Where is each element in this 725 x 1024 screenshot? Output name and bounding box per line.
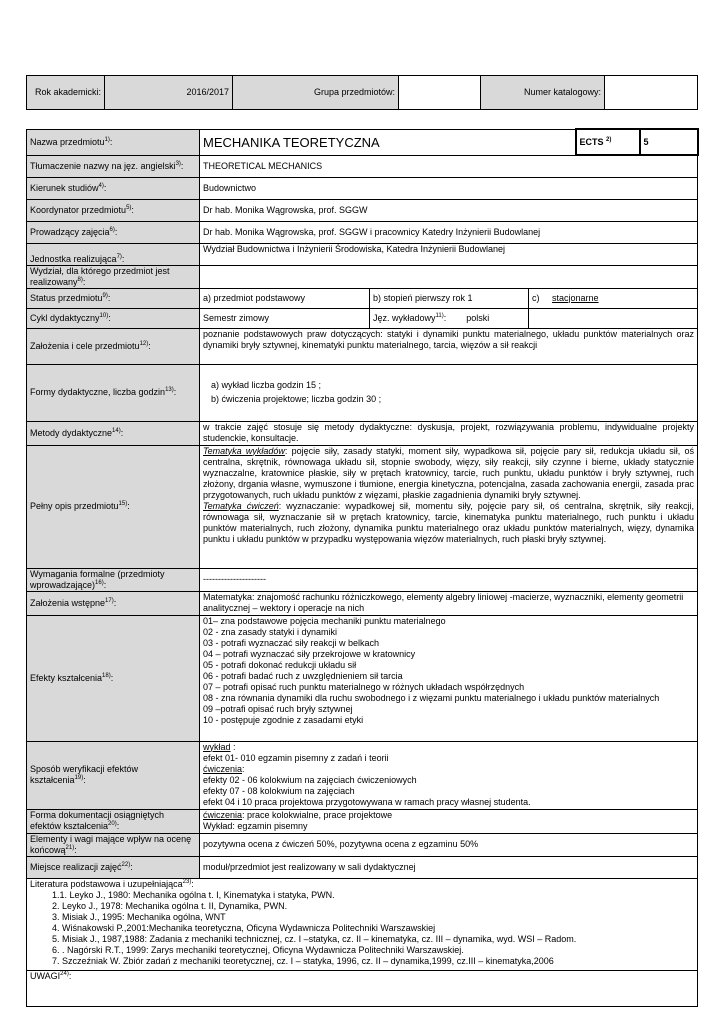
opis-label: Pełny opis przedmiotu$^{15)}$: bbox=[27, 445, 200, 568]
row-uwagi bbox=[27, 970, 698, 1006]
status-b: b) stopień pierwszy rok 1 bbox=[370, 288, 529, 308]
miejsce-label: Miejsce realizacji zajęć$^{22)}$: bbox=[27, 856, 200, 878]
zalozenia-value: poznanie podstawowych praw dotyczących: statyki i dynamiki punktu materialnego, układu punktów materialnych oraz dynamiki bryły sztywnej, kinematyki punktu materialnego, tarcia, więzów a sił reakcji bbox=[200, 328, 698, 364]
row-cykl bbox=[27, 308, 698, 328]
row-literatura bbox=[27, 878, 698, 970]
sposob-line: efekty 07 - 08 kolokwium na zajęciach bbox=[203, 785, 355, 796]
jednostka-label: Jednostka realizująca$^{7)}$: bbox=[27, 243, 200, 265]
row-metody bbox=[27, 421, 698, 445]
forma-dok-label: Forma dokumentacji osiągniętych efektów kształcenia$^{20)}$: bbox=[27, 809, 200, 833]
syllabus-table bbox=[26, 128, 699, 1007]
row-opis bbox=[27, 445, 698, 568]
row-tlumaczenie bbox=[27, 155, 698, 177]
kierunek-value: Budownictwo bbox=[200, 177, 698, 199]
efekt-item: 06 - potrafi badać ruch z uwzględnieniem sił tarcia bbox=[203, 670, 403, 681]
nazwa-label: Nazwa przedmiotu$^{1)}$: bbox=[27, 129, 200, 155]
efekt-item: 04 – potrafi wyznaczać siły przekrojowe w kratownicy bbox=[203, 648, 416, 659]
efekt-item: 08 - zna równania dynamiki dla ruchu swobodnego i z więzami punktu materialnego i układu punktów materialnych bbox=[203, 692, 660, 703]
numer-value bbox=[605, 76, 698, 110]
efekt-item: 09 –potrafi opisać ruch bryły sztywnej bbox=[203, 703, 353, 714]
header-table bbox=[26, 75, 698, 110]
cykl-label: Cykl dydaktyczny$^{10)}$: bbox=[27, 308, 200, 328]
koordynator-label: Koordynator przedmiotu$^{5)}$: bbox=[27, 199, 200, 221]
efekt-item: 02 - zna zasady statyki i dynamiki bbox=[203, 626, 338, 637]
lit-item: 2. Leyko J., 1978: Mechanika ogólna t. II, Dynamika, PWN. bbox=[52, 900, 288, 911]
literatura-label: Literatura podstawowa i uzupełniająca$^{23)}$: bbox=[30, 878, 194, 889]
row-sposob bbox=[27, 741, 698, 809]
lit-item: 7. Szczeźniak W. Zbiór zadań z mechaniki teoretycznej, cz. I – statyka, 1996, cz. II – dynamika,1999, cz.III – kinematyka,2006 bbox=[52, 955, 554, 966]
efekt-item: 05 - potrafi dokonać redukcji układu sił bbox=[203, 659, 357, 670]
elementy-value: pozytywna ocena z ćwiczeń 50%, pozytywna ocena z egzaminu 50% bbox=[200, 833, 698, 856]
forma-dok-value: ćwiczenia: prace kolokwialne, prace projektowe Wykład: egzamin pisemny bbox=[200, 809, 698, 833]
lit-item: 1.1. Leyko J., 1980: Mechanika ogólna t. I, Kinematyka i statyka, PWN. bbox=[52, 889, 335, 900]
numer-label: Numer katalogowy: bbox=[481, 76, 605, 110]
efekt-item: 10 - postępuje zgodnie z zasadami etyki bbox=[203, 714, 364, 725]
koordynator-value: Dr hab. Monika Wągrowska, prof. SGGW bbox=[200, 199, 698, 221]
efekty-label: Efekty kształcenia$^{18)}$: bbox=[27, 615, 200, 741]
literatura-cell bbox=[27, 878, 698, 970]
status-c: c) stacjonarne bbox=[529, 288, 698, 308]
row-wymagania bbox=[27, 568, 698, 591]
sposob-line: efekt 04 i 10 praca projektowa przygotowywana w ramach pracy własnej studenta. bbox=[203, 796, 531, 807]
lit-item: 4. Wiśnakowski P.,2001:Mechanika teoretyczna, Oficyna Wydawnicza Politechniki Warszawskiej bbox=[52, 922, 436, 933]
grupa-label: Grupa przedmiotów: bbox=[233, 76, 399, 110]
zalozenia-label: Założenia i cele przedmiotu$^{12)}$: bbox=[27, 328, 200, 364]
ects-value: 5 bbox=[640, 129, 698, 155]
tlumaczenie-label: Tłumaczenie nazwy na jęz. angielski$^{3)}$: bbox=[27, 155, 200, 177]
formy-label: Formy dydaktyczne, liczba godzin$^{13)}$: bbox=[27, 364, 200, 421]
tlumaczenie-value: THEORETICAL MECHANICS bbox=[200, 155, 698, 177]
jez-empty bbox=[529, 308, 698, 328]
row-formy bbox=[27, 364, 698, 421]
prowadzacy-label: Prowadzący zajęcia$^{6)}$: bbox=[27, 221, 200, 243]
sposob-label: Sposób weryfikacji efektów kształcenia$^{19)}$: bbox=[27, 741, 200, 809]
wydzial-label: Wydział, dla którego przedmiot jest realizowany$^{8)}$: bbox=[27, 265, 200, 288]
status-a: a) przedmiot podstawowy bbox=[200, 288, 370, 308]
jednostka-value: Wydział Budownictwa i Inżynierii Środowiska, Katedra Inżynierii Budowlanej bbox=[200, 243, 698, 265]
elementy-label: Elementy i wagi mające wpływ na ocenę końcową$^{21)}$: bbox=[27, 833, 200, 856]
row-miejsce bbox=[27, 856, 698, 878]
opis-wyk-text: : pojęcie siły, zasady statyki, moment siły, wypadkowa sił, pojęcie pary sił, redukcja układu sił, oś centralna, skrętnik, równowaga układu sił, stopnie swobody, więzy, siły reakcji, siły czynne i bierne, układy statycznie wyznaczalne, kratownice płaskie, siły w prętach kratownicy, tarcie, ruch punktu, układu punktów i bryły sztywnej, ruch złożony, drgania własne, wymuszone i tłumione, energia kinetyczna, potencjalna, zasada zachowania energii, zasada prac przygotowanych, ruch układu punktów z więzami, płaskie zagadnienia dynamiki bryły sztywnej. bbox=[203, 445, 695, 500]
rok-label: Rok akademicki: bbox=[27, 76, 105, 110]
row-zalozenia bbox=[27, 328, 698, 364]
lit-item: 3. Misiak J., 1995: Mechanika ogólna, WNT bbox=[52, 911, 226, 922]
formy-value bbox=[200, 364, 698, 421]
efekt-item: 07 – potrafi opisać ruch punktu materialnego w różnych układach współrzędnych bbox=[203, 681, 525, 692]
uwagi-label: UWAGI bbox=[30, 970, 61, 981]
efekt-item: 03 - potrafi wyznaczać siły reakcji w belkach bbox=[203, 637, 380, 648]
sposob-cw-title: ćwiczenia bbox=[203, 763, 243, 774]
opis-cw-text: : wyznaczanie: wypadkowej sił, momentu siły, pojęcie pary sił, oś centralna, skrętnik, siły reakcji, równowaga sił, wyznaczanie sił w prętach kratownicy, tarcie, kinematyka punktu materialnego, ruch punktu i układu punktów materialnych, ruch złożony, dynamika punktu materialnego oraz układu punktów materialnych, więzy, dynamika punktu i układu punktów w przypadku występowania więzów materialnych, ruch płaski bryły sztywnej. bbox=[203, 500, 695, 544]
opis-wyk-title: Tematyka wykładów bbox=[203, 445, 285, 456]
row-kierunek bbox=[27, 177, 698, 199]
prowadzacy-value: Dr hab. Monika Wągrowska, prof. SGGW i pracownicy Katedry Inżynierii Budowlanej bbox=[200, 221, 698, 243]
status-label: Status przedmiotu$^{9)}$: bbox=[27, 288, 200, 308]
lit-item: 5. Misiak J., 1987,1988: Zadania z mechaniki technicznej, cz. I –statyka, cz. II – kinematyka, cz. III – dynamika, wyd. WSI – Radom. bbox=[52, 933, 577, 944]
efekty-value bbox=[200, 615, 698, 741]
uwagi-cell: UWAGI$^{24)}$: bbox=[27, 970, 698, 1006]
opis-value bbox=[200, 445, 698, 568]
wymagania-label: Wymagania formalne (przedmioty wprowadzające)$^{16)}$: bbox=[27, 568, 200, 591]
formy-item: b) ćwiczenia projektowe; liczba godzin 30 ; bbox=[211, 394, 382, 404]
row-koordynator bbox=[27, 199, 698, 221]
opis-cw-title: Tematyka ćwiczeń bbox=[203, 500, 279, 511]
row-prowadzacy bbox=[27, 221, 698, 243]
metody-value: w trakcie zajęć stosuje się metody dydaktyczne: dyskusja, projekt, rozwiązywania problemu, indywidualne projekty studenckie, konsultacje. bbox=[200, 421, 698, 445]
sposob-wyk-title: wykład bbox=[203, 741, 231, 752]
row-wydzial bbox=[27, 265, 698, 288]
cykl-value: Semestr zimowy bbox=[200, 308, 370, 328]
row-zal-wstepne bbox=[27, 591, 698, 615]
efekt-item: 01– zna podstawowe pojęcia mechaniki punktu materialnego bbox=[203, 615, 446, 626]
row-status bbox=[27, 288, 698, 308]
ects-label: ECTS $^{2)}$ bbox=[576, 129, 640, 155]
row-elementy bbox=[27, 833, 698, 856]
zal-wstepne-value: Matematyka: znajomość rachunku różniczkowego, elementy algebry liniowej -macierze, wyznaczniki, elementy geometrii analitycznej – wektory i operacje na nich bbox=[200, 591, 698, 615]
sposob-line: efekt 01- 010 egzamin pisemny z zadań i teorii bbox=[203, 752, 389, 763]
row-jednostka bbox=[27, 243, 698, 265]
row-forma-dok bbox=[27, 809, 698, 833]
zal-wstepne-label: Założenia wstępne$^{17)}$: bbox=[27, 591, 200, 615]
jez-label: Jęz. wykładowy$^{11)}$: polski bbox=[370, 308, 529, 328]
formy-item: a) wykład liczba godzin 15 ; bbox=[211, 380, 322, 390]
wymagania-value: --------------------- bbox=[200, 568, 698, 591]
row-nazwa bbox=[27, 129, 698, 155]
rok-value: 2016/2017 bbox=[105, 76, 233, 110]
sposob-line: efekty 02 - 06 kolokwium na zajęciach ćwiczeniowych bbox=[203, 774, 417, 785]
metody-label: Metody dydaktyczne$^{14)}$: bbox=[27, 421, 200, 445]
sposob-value: wykład : efekt 01- 010 egzamin pisemny z zadań i teorii ćwiczenia: efekty 02 - 06 kolokwium na zajęciach ćwiczeniowych efekty 07 - 08 kolokwium na zajęciach efekt 04 i 10 praca projektowa przygotowywana w ramach pracy własnej studenta. bbox=[200, 741, 698, 809]
kierunek-label: Kierunek studiów$^{4)}$: bbox=[27, 177, 200, 199]
grupa-value bbox=[399, 76, 481, 110]
miejsce-value: moduł/przedmiot jest realizowany w sali dydaktycznej bbox=[200, 856, 698, 878]
wydzial-value bbox=[200, 265, 698, 288]
nazwa-value: MECHANIKA TEORETYCZNA bbox=[200, 129, 576, 155]
row-efekty bbox=[27, 615, 698, 741]
lit-item: 6. . Nagórski R.T., 1999: Zarys mechaniki teoretycznej, Oficyna Wydawnicza Politechniki Warszawskiej. bbox=[52, 944, 464, 955]
